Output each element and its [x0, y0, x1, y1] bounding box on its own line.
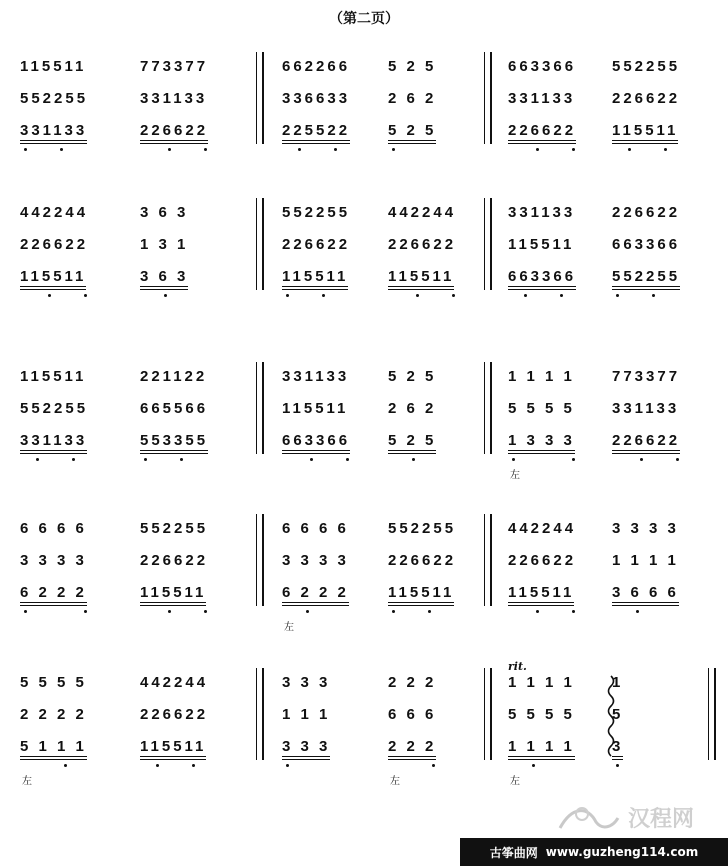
voice-notes: 115511 [282, 400, 349, 417]
voice-notes: 5 2 5 [388, 58, 437, 75]
tempo-marking: rit. [508, 660, 527, 673]
octave-dot [560, 294, 563, 297]
octave-dot [204, 148, 207, 151]
voice-notes: 5 [612, 706, 624, 723]
octave-dot [286, 294, 289, 297]
svg-text:汉程网: 汉程网 [628, 807, 695, 832]
voice-notes: 115511 [20, 58, 87, 75]
voice-notes: 226622 [612, 90, 681, 107]
left-hand-marking: 左 [510, 470, 520, 481]
voice-notes: 552255 [612, 268, 680, 290]
voice-notes: 3 3 3 [282, 738, 330, 760]
voice-notes: 2 2 2 [388, 674, 437, 691]
voice-notes: 221122 [140, 368, 208, 385]
voice-notes: 226622 [388, 236, 457, 253]
octave-dot [636, 610, 639, 613]
octave-dot [286, 764, 289, 767]
voice-notes: 331133 [20, 122, 87, 144]
octave-dot [60, 148, 63, 151]
octave-dot [392, 148, 395, 151]
octave-dot [664, 148, 667, 151]
voice-notes: 5 1 1 1 [20, 738, 87, 760]
voice-notes: 5 2 5 [388, 122, 436, 144]
bar-line [490, 198, 492, 290]
octave-dot [532, 764, 535, 767]
voice-notes: 3 6 3 [140, 268, 188, 290]
octave-dot [180, 458, 183, 461]
voice-notes: 6 6 6 [388, 706, 437, 723]
voice-notes: 115511 [140, 584, 206, 606]
page-header: （第二页） [329, 11, 399, 27]
voice-notes: 3 6 6 6 [612, 584, 679, 606]
voice-notes: 1 1 1 1 [508, 738, 575, 760]
voice-notes: 226622 [508, 552, 577, 569]
watermark-logo-icon [552, 800, 722, 834]
octave-dot [64, 764, 67, 767]
voice-notes: 552255 [612, 58, 681, 75]
voice-notes: 773377 [612, 368, 681, 385]
voice-notes: 663366 [508, 268, 576, 290]
voice-notes: 115511 [508, 584, 574, 606]
voice-notes: 442244 [20, 204, 89, 221]
voice-notes: 331133 [140, 90, 208, 107]
octave-dot [572, 610, 575, 613]
voice-notes: 3 [612, 738, 623, 760]
voice-notes: 553355 [140, 432, 208, 454]
voice-notes: 2 6 2 [388, 90, 437, 107]
voice-notes: 1 1 1 [282, 706, 331, 723]
voice-notes: 663366 [508, 58, 577, 75]
octave-dot [676, 458, 679, 461]
octave-dot [36, 458, 39, 461]
voice-notes: 5 5 5 5 [508, 706, 575, 723]
bar-line [262, 198, 264, 290]
voice-notes: 663366 [282, 432, 350, 454]
voice-notes: 115511 [388, 584, 454, 606]
octave-dot [346, 458, 349, 461]
voice-notes: 226622 [388, 552, 457, 569]
voice-notes: 442244 [140, 674, 209, 691]
voice-notes: 662266 [282, 58, 351, 75]
octave-dot [322, 294, 325, 297]
bar-line [484, 198, 485, 290]
voice-notes: 3 3 3 3 [612, 520, 679, 537]
octave-dot [24, 148, 27, 151]
voice-notes: 3 3 3 3 [282, 552, 349, 569]
octave-dot [156, 764, 159, 767]
voice-notes: 2 6 2 [388, 400, 437, 417]
octave-dot [428, 610, 431, 613]
bar-line [490, 514, 492, 606]
octave-dot [572, 148, 575, 151]
octave-dot [392, 610, 395, 613]
octave-dot [24, 610, 27, 613]
bar-line [484, 362, 485, 454]
voice-notes: 1 1 1 1 [508, 674, 575, 691]
voice-notes: 1 3 1 [140, 236, 189, 253]
octave-dot [144, 458, 147, 461]
left-hand-marking: 左 [22, 776, 32, 787]
voice-notes: 1 [612, 674, 624, 691]
voice-notes: 5 5 5 5 [508, 400, 575, 417]
voice-notes: 226622 [20, 236, 89, 253]
voice-notes: 552255 [20, 90, 89, 107]
voice-notes: 665566 [140, 400, 209, 417]
octave-dot [72, 458, 75, 461]
voice-notes: 115511 [282, 268, 348, 290]
bar-line [490, 668, 492, 760]
voice-notes: 331133 [20, 432, 87, 454]
bar-line [262, 362, 264, 454]
bar-line [490, 362, 492, 454]
voice-notes: 552255 [388, 520, 457, 537]
bar-line [256, 668, 257, 760]
site-url[interactable]: www.guzheng114.com [545, 845, 699, 859]
octave-dot [306, 610, 309, 613]
octave-dot [84, 610, 87, 613]
octave-dot [310, 458, 313, 461]
octave-dot [334, 148, 337, 151]
voice-notes: 226622 [140, 122, 208, 144]
voice-notes: 1 1 1 1 [612, 552, 679, 569]
bar-line [256, 52, 257, 144]
octave-dot [536, 610, 539, 613]
voice-notes: 226622 [140, 552, 209, 569]
voice-notes: 6 2 2 2 [20, 584, 87, 606]
bar-line [262, 52, 264, 144]
voice-notes: 2 2 2 2 [20, 706, 87, 723]
octave-dot [616, 294, 619, 297]
octave-dot [524, 294, 527, 297]
octave-dot [192, 764, 195, 767]
voice-notes: 3 3 3 3 [20, 552, 87, 569]
arpeggio-icon [604, 674, 618, 764]
score-system [0, 198, 728, 308]
voice-notes: 663366 [612, 236, 681, 253]
voice-notes: 1 1 1 1 [508, 368, 575, 385]
octave-dot [168, 148, 171, 151]
site-footer [460, 838, 728, 866]
octave-dot [640, 458, 643, 461]
bar-line [484, 514, 485, 606]
bar-line [256, 198, 257, 290]
site-name: 古筝曲网 [489, 845, 538, 860]
voice-notes: 115511 [612, 122, 678, 144]
voice-notes: 5 5 5 5 [20, 674, 87, 691]
voice-notes: 5 2 5 [388, 368, 437, 385]
voice-notes: 331133 [508, 204, 576, 221]
bar-line [484, 52, 485, 144]
voice-notes: 115511 [20, 268, 86, 290]
bar-line [490, 52, 492, 144]
voice-notes: 115511 [388, 268, 454, 290]
octave-dot [572, 458, 575, 461]
octave-dot [652, 294, 655, 297]
voice-notes: 225522 [282, 122, 350, 144]
octave-dot [512, 458, 515, 461]
bar-line [262, 514, 264, 606]
voice-notes: 3 3 3 [282, 674, 331, 691]
left-hand-marking: 左 [510, 776, 520, 787]
octave-dot [48, 294, 51, 297]
score-system [0, 668, 728, 787]
bar-line [256, 362, 257, 454]
voice-notes: 1 3 3 3 [508, 432, 575, 454]
voice-notes: 6 6 6 6 [282, 520, 349, 537]
voice-notes: 6 2 2 2 [282, 584, 349, 606]
voice-notes: 336633 [282, 90, 351, 107]
voice-notes: 6 6 6 6 [20, 520, 87, 537]
voice-notes: 115511 [20, 368, 87, 385]
final-bar-line [714, 668, 716, 760]
voice-notes: 331133 [508, 90, 576, 107]
voice-notes: 2 2 2 [388, 738, 436, 760]
left-hand-marking: 左 [390, 776, 400, 787]
octave-dot [298, 148, 301, 151]
voice-notes: 552255 [140, 520, 209, 537]
voice-notes: 3 6 3 [140, 204, 189, 221]
octave-dot [164, 294, 167, 297]
octave-dot [536, 148, 539, 151]
voice-notes: 226622 [140, 706, 209, 723]
voice-notes: 552255 [20, 400, 89, 417]
voice-notes: 552255 [282, 204, 351, 221]
octave-dot [616, 764, 619, 767]
voice-notes: 226622 [612, 432, 680, 454]
final-bar-line [708, 668, 709, 760]
octave-dot [84, 294, 87, 297]
octave-dot [204, 610, 207, 613]
voice-notes: 773377 [140, 58, 209, 75]
octave-dot [412, 458, 415, 461]
octave-dot [432, 764, 435, 767]
octave-dot [416, 294, 419, 297]
voice-notes: 115511 [140, 738, 206, 760]
voice-notes: 331133 [612, 400, 680, 417]
octave-dot [452, 294, 455, 297]
score-system [0, 52, 728, 162]
score-system [0, 362, 728, 481]
score-system [0, 514, 728, 633]
voice-notes: 442244 [508, 520, 577, 537]
bar-line [256, 514, 257, 606]
bar-line [484, 668, 485, 760]
voice-notes: 331133 [282, 368, 350, 385]
voice-notes: 226622 [508, 122, 576, 144]
voice-notes: 115511 [508, 236, 575, 253]
voice-notes: 226622 [612, 204, 681, 221]
bar-line [262, 668, 264, 760]
left-hand-marking: 左 [284, 622, 294, 633]
octave-dot [628, 148, 631, 151]
voice-notes: 5 2 5 [388, 432, 436, 454]
voice-notes: 226622 [282, 236, 351, 253]
octave-dot [168, 610, 171, 613]
voice-notes: 442244 [388, 204, 457, 221]
